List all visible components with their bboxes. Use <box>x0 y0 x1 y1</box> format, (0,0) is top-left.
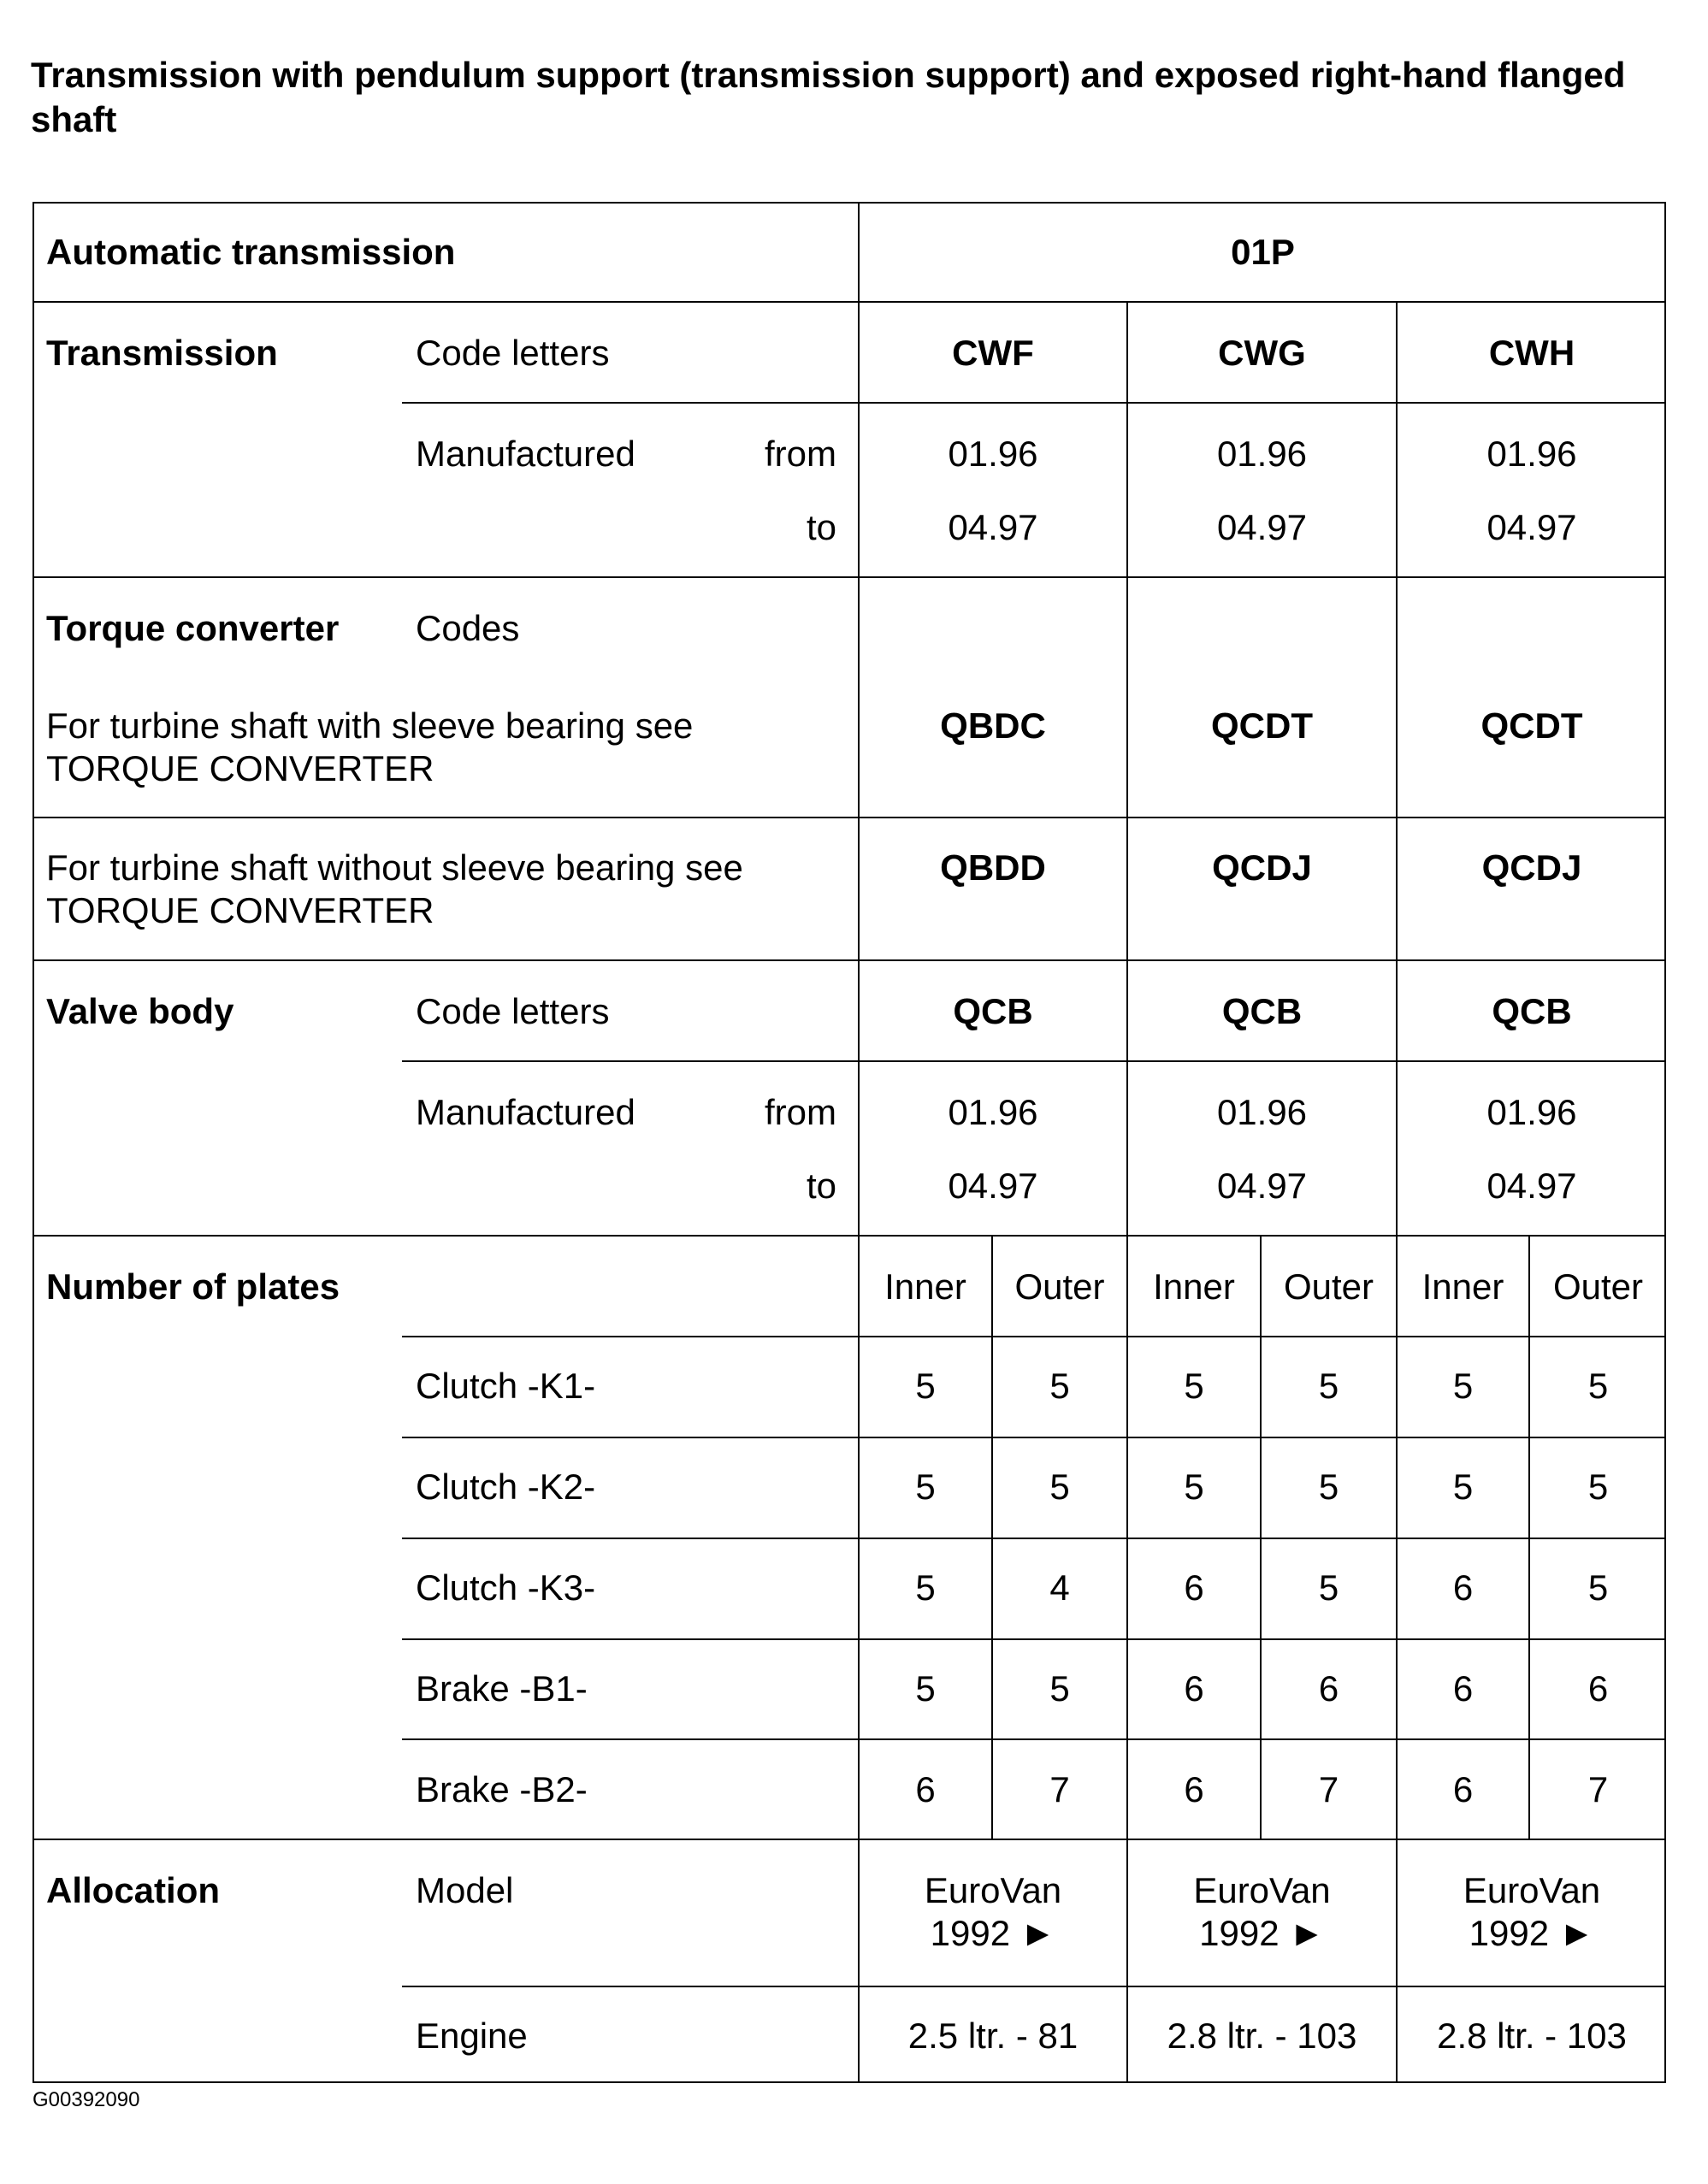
transmission-label: Transmission <box>46 333 278 373</box>
valve-body-from: 01.96 <box>948 1092 1038 1132</box>
sub-row-divider <box>402 1638 1666 1640</box>
plates-label: Number of plates <box>46 1266 340 1307</box>
transmission-manufactured-label: Manufactured <box>416 434 635 474</box>
transmission-from: 01.96 <box>948 434 1038 474</box>
plates-value: 6 <box>1452 1668 1474 1709</box>
plates-col-header: Inner <box>884 1266 966 1307</box>
model-year: 1992 ► <box>1199 1913 1325 1953</box>
plates-value: 5 <box>1587 1467 1609 1507</box>
sub-row-divider <box>402 1437 1666 1438</box>
model-name: EuroVan <box>1193 1870 1331 1910</box>
plates-value: 7 <box>1318 1769 1339 1809</box>
transmission-to: 04.97 <box>948 507 1038 547</box>
transmission-code: CWG <box>1218 333 1306 373</box>
valve-body-code: QCB <box>953 991 1033 1031</box>
plates-value: 6 <box>1587 1668 1609 1709</box>
model-year: 1992 ► <box>1469 1913 1595 1953</box>
plates-value: 5 <box>915 1467 936 1507</box>
sub-row-divider <box>402 402 1666 404</box>
valve-body-from: 01.96 <box>1216 1092 1308 1132</box>
valve-body-code: QCB <box>1492 991 1572 1031</box>
with-sleeve-code: QCDT <box>1480 705 1583 746</box>
engine-value: 2.8 ltr. - 103 <box>1437 2016 1627 2056</box>
transmission-to: 04.97 <box>1486 507 1577 547</box>
plates-row-label: Clutch -K1- <box>416 1366 596 1406</box>
row-divider <box>33 301 1666 303</box>
sub-row-divider <box>402 1738 1666 1740</box>
with-sleeve-note: For turbine shaft with sleeve bearing see TORQUE CONVERTER <box>46 705 694 788</box>
model-year: 1992 ► <box>930 1913 1056 1953</box>
engine-value: 2.5 ltr. - 81 <box>907 2016 1079 2056</box>
plates-value: 5 <box>1452 1467 1474 1507</box>
plates-row-label: Brake -B1- <box>416 1668 588 1709</box>
plates-value: 5 <box>1318 1567 1339 1608</box>
column-divider <box>1528 1235 1530 1839</box>
sub-row-divider <box>402 1986 1666 1987</box>
valve-body-to: 04.97 <box>948 1166 1038 1206</box>
without-sleeve-code: QBDD <box>940 847 1046 888</box>
plates-row-label: Clutch -K2- <box>416 1467 596 1507</box>
plates-value: 7 <box>1049 1769 1070 1809</box>
torque-converter-label: Torque converter <box>46 608 340 648</box>
plates-value: 5 <box>1049 1668 1070 1709</box>
sub-row-divider <box>402 1538 1666 1539</box>
plates-col-header: Outer <box>1552 1266 1644 1307</box>
plates-col-header: Outer <box>1014 1266 1105 1307</box>
plates-value: 6 <box>1184 1668 1204 1709</box>
allocation-model-label: Model <box>416 1870 514 1910</box>
torque-converter-codes-label: Codes <box>416 608 520 648</box>
plates-value: 5 <box>915 1366 936 1406</box>
plates-value: 4 <box>1049 1567 1070 1608</box>
plates-value: 5 <box>1049 1467 1070 1507</box>
transmission-code-label: Code letters <box>416 333 610 373</box>
plates-value: 5 <box>1184 1467 1204 1507</box>
with-sleeve-code: QCDT <box>1211 705 1313 746</box>
plates-value: 6 <box>1184 1769 1204 1809</box>
valve-body-label: Valve body <box>46 991 234 1031</box>
without-sleeve-note: For turbine shaft without sleeve bearing see TORQUE CONVERTER <box>46 847 743 930</box>
without-sleeve-code: QCDJ <box>1212 847 1312 888</box>
plates-col-header: Inner <box>1153 1266 1235 1307</box>
engine-value: 2.8 ltr. - 103 <box>1167 2016 1357 2056</box>
valve-body-manufactured-label: Manufactured <box>416 1092 635 1132</box>
sub-row-divider <box>402 1060 1666 1062</box>
allocation-engine-label: Engine <box>416 2016 528 2056</box>
header-label: Automatic transmission <box>46 232 456 272</box>
valve-body-to-label: to <box>806 1166 836 1206</box>
plates-value: 6 <box>1184 1567 1204 1608</box>
plates-value: 5 <box>915 1668 936 1709</box>
row-divider <box>33 1839 1666 1840</box>
plates-value: 5 <box>1587 1567 1609 1608</box>
valve-body-to: 04.97 <box>1216 1166 1308 1206</box>
model-name: EuroVan <box>924 1870 1062 1910</box>
row-divider <box>33 817 1666 818</box>
transmission-code: CWF <box>952 333 1034 373</box>
transmission-from: 01.96 <box>1216 434 1308 474</box>
valve-body-from: 01.96 <box>1486 1092 1577 1132</box>
plates-col-header: Inner <box>1421 1266 1504 1307</box>
without-sleeve-code: QCDJ <box>1481 847 1582 888</box>
transmission-code: CWH <box>1488 333 1575 373</box>
plates-value: 5 <box>915 1567 936 1608</box>
valve-body-from-label: from <box>765 1092 836 1132</box>
transmission-to-label: to <box>806 507 836 547</box>
transmission-from-label: from <box>765 434 836 474</box>
column-divider <box>991 1235 993 1839</box>
valve-body-to: 04.97 <box>1486 1166 1577 1206</box>
page-title: Transmission with pendulum support (transmission support) and exposed right-hand flanged shaft <box>31 55 1626 139</box>
model-name: EuroVan <box>1463 1870 1601 1910</box>
plates-value: 5 <box>1452 1366 1474 1406</box>
plates-value: 5 <box>1184 1366 1204 1406</box>
sub-row-divider <box>402 1336 1666 1337</box>
header-value: 01P <box>1231 232 1295 272</box>
figure-code: G00392090 <box>33 2088 140 2111</box>
row-divider <box>33 959 1666 961</box>
plates-value: 7 <box>1587 1769 1609 1809</box>
plates-value: 5 <box>1318 1467 1339 1507</box>
plates-col-header: Outer <box>1283 1266 1374 1307</box>
row-divider <box>33 576 1666 578</box>
column-divider <box>1260 1235 1262 1839</box>
transmission-from: 01.96 <box>1486 434 1577 474</box>
transmission-to: 04.97 <box>1216 507 1308 547</box>
with-sleeve-code: QBDC <box>940 705 1046 746</box>
plates-row-label: Clutch -K3- <box>416 1567 596 1608</box>
plates-value: 6 <box>915 1769 936 1809</box>
plates-value: 5 <box>1318 1366 1339 1406</box>
plates-value: 5 <box>1587 1366 1609 1406</box>
plates-row-label: Brake -B2- <box>416 1769 588 1809</box>
plates-value: 6 <box>1318 1668 1339 1709</box>
valve-body-code-label: Code letters <box>416 991 610 1031</box>
valve-body-code: QCB <box>1221 991 1303 1031</box>
row-divider <box>33 1235 1666 1237</box>
plates-value: 6 <box>1452 1567 1474 1608</box>
allocation-label: Allocation <box>46 1870 221 1910</box>
plates-value: 6 <box>1452 1769 1474 1809</box>
plates-value: 5 <box>1049 1366 1070 1406</box>
